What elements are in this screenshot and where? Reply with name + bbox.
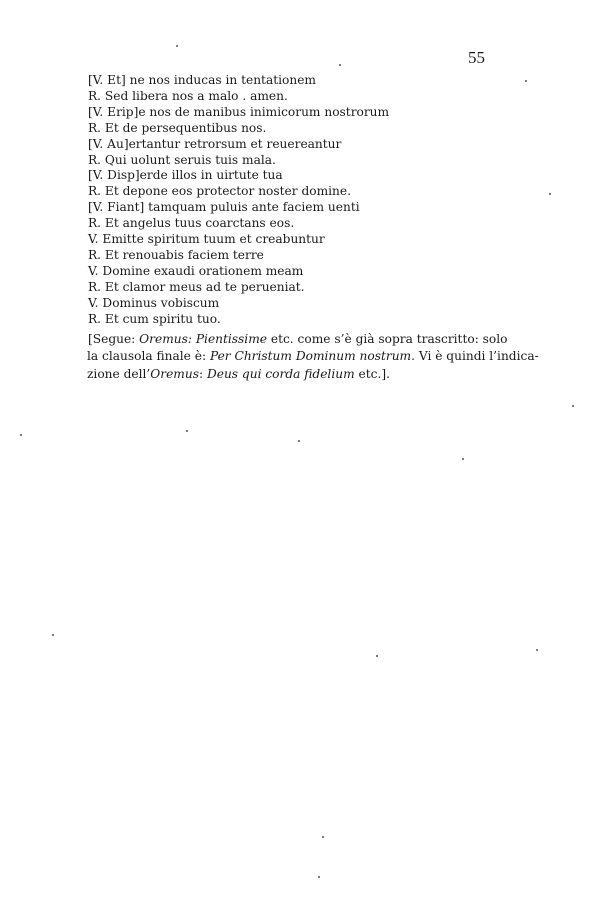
versicle-line: [V. Fiant] tamquam puluis ante faciem uenti — [88, 200, 360, 215]
note-text: Vi è quindi l’indica- — [414, 349, 539, 364]
versicle-line: R. Et de persequentibus nos. — [88, 120, 267, 135]
scan-speck — [339, 64, 341, 66]
note-italic-text: Deus qui corda fidelium — [206, 366, 355, 381]
versicle-line: V. Domine exaudi orationem meam — [88, 263, 304, 278]
note-text: : — [198, 366, 207, 381]
note-text: [Segue: — [88, 332, 140, 346]
versicle-line: R. Et depone eos protector noster domine. — [88, 184, 351, 199]
versicle-line: R. Et cum spiritu tuo. — [88, 311, 221, 326]
note-text: etc.]. — [354, 366, 390, 381]
page-number: 55 — [468, 48, 485, 67]
scan-speck — [186, 430, 188, 432]
scan-speck — [52, 634, 54, 636]
scan-speck — [536, 649, 538, 651]
scan-speck — [462, 458, 464, 460]
note-line — [87, 348, 539, 365]
versicle-line: R. Et angelus tuus coarctans eos. — [88, 216, 295, 231]
versicle-line: R. Sed libera nos a malo . amen. — [88, 88, 288, 103]
scan-speck — [20, 434, 22, 436]
scan-speck — [525, 80, 527, 82]
note-italic-text: Per Christum Dominum nostrum. — [209, 349, 415, 364]
note-text: zione dell’ — [87, 366, 151, 381]
versicle-line: R. Et clamor meus ad te perueniat. — [88, 279, 305, 294]
versicle-line: V. Dominus vobiscum — [88, 295, 220, 310]
versicle-line: R. Qui uolunt seruis tuis mala. — [88, 152, 276, 167]
note-line — [87, 366, 488, 383]
versicle-line: [V. Et] ne nos inducas in tentationem — [88, 73, 316, 87]
note-italic-text: Oremus: Pientissime — [139, 332, 267, 346]
note-line — [88, 331, 508, 348]
scan-speck — [376, 655, 378, 657]
scan-speck — [318, 876, 320, 878]
versicle-line: R. Et renouabis faciem terre — [88, 247, 264, 262]
note-italic-text: Oremus — [150, 366, 199, 381]
versicle-line: V. Emitte spiritum tuum et creabuntur — [88, 232, 325, 247]
note-text: etc. come s’è già sopra trascritto: solo — [266, 332, 508, 346]
versicle-line: [V. Erip]e nos de manibus inimicorum nostrorum — [88, 104, 390, 119]
scan-speck — [322, 836, 324, 838]
scan-speck — [176, 45, 178, 47]
scan-speck — [298, 440, 300, 442]
note-text: la clausola finale è: — [87, 349, 210, 364]
versicle-line: [V. Disp]erde illos in uirtute tua — [88, 168, 283, 183]
versicle-list — [88, 73, 389, 328]
scan-speck — [572, 405, 574, 407]
versicle-line: [V. Au]ertantur retrorsum et reuereantur — [88, 136, 342, 151]
scan-speck — [549, 193, 551, 195]
editorial-note — [87, 331, 539, 383]
